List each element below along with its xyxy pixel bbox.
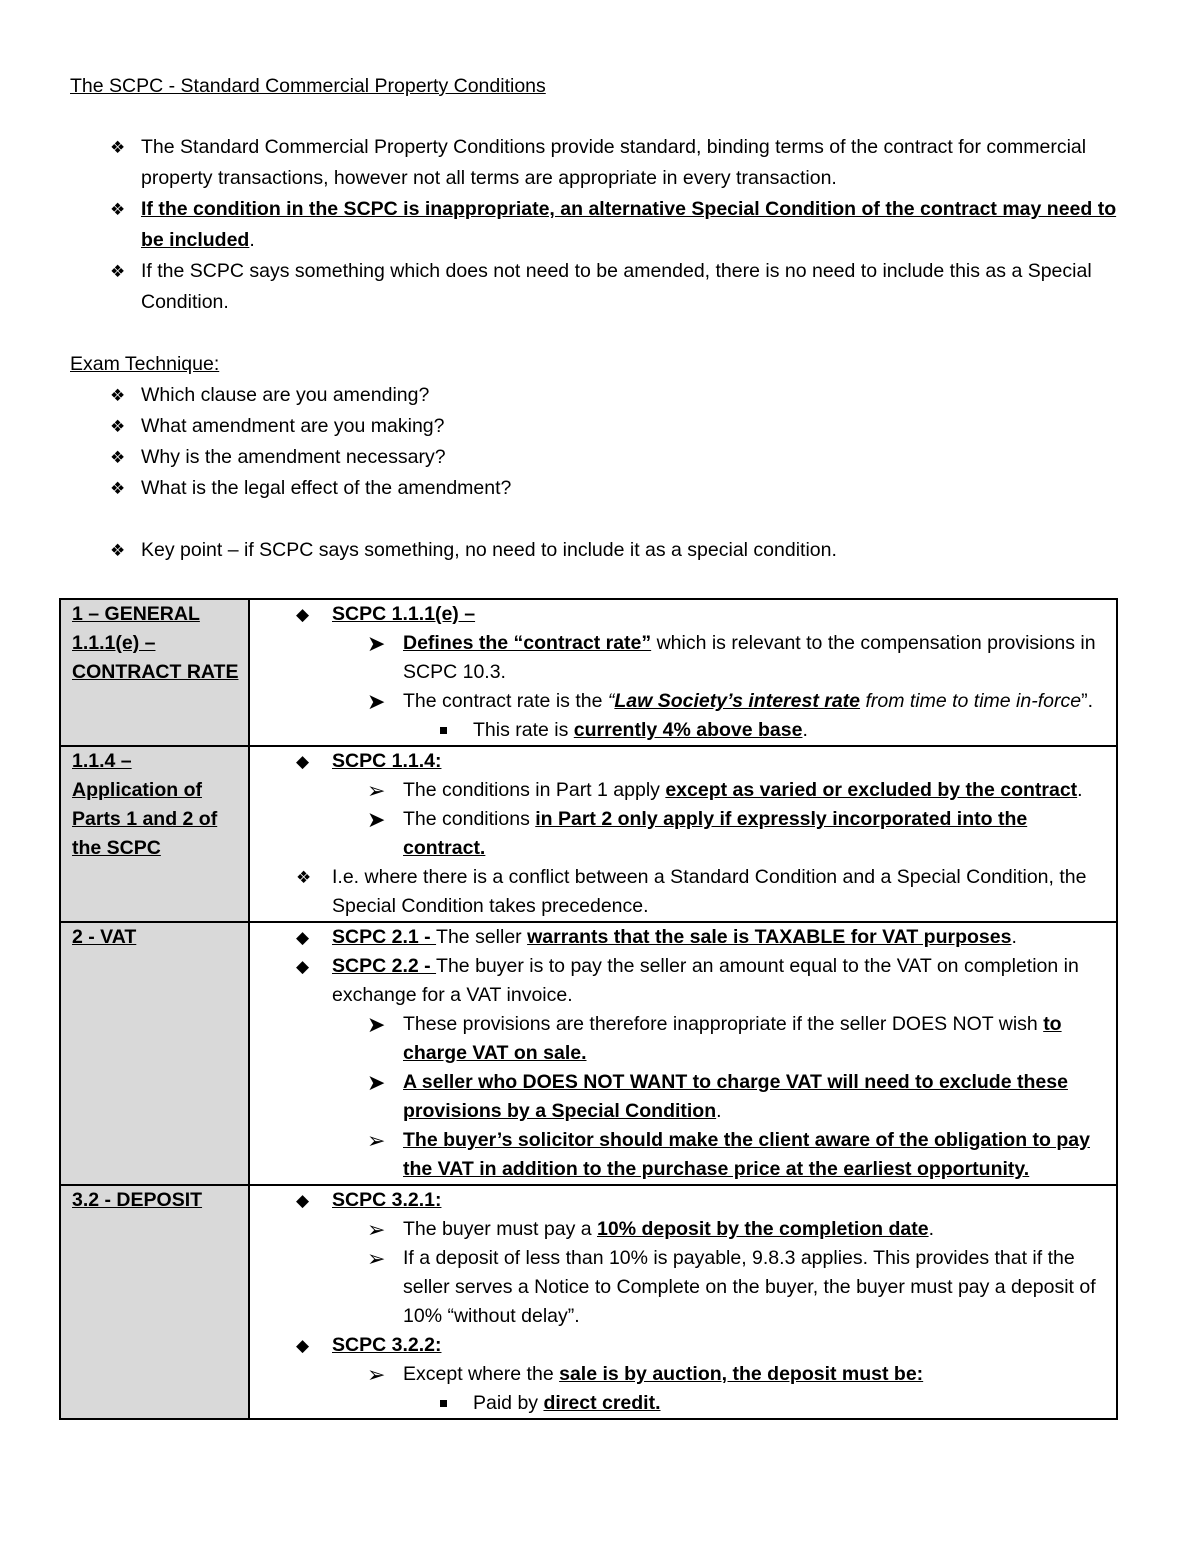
arrowhead-icon: ➤ bbox=[367, 631, 386, 656]
list-item: ➤ The conditions in Part 2 only apply if expressly incorporated into the contract. bbox=[367, 807, 1028, 859]
solid-diamond-icon: ◆ bbox=[296, 605, 310, 624]
list-item: ➢ The conditions in Part 1 apply except as varied or excluded by the contract. bbox=[367, 778, 1083, 803]
list-item: ➤ These provisions are therefore inappropriate if the seller DOES NOT wish to charge VAT on sale. bbox=[367, 1012, 1062, 1064]
list-item: ◆ SCPC 1.1.1(e) – bbox=[250, 600, 1104, 629]
list-item: Paid by direct credit. bbox=[250, 1389, 1104, 1418]
list-item: ➢ The buyer must pay a 10% deposit by the completion date. bbox=[367, 1217, 934, 1242]
outline-arrowhead-icon: ➢ bbox=[367, 778, 386, 803]
diamond-bullet-icon: ❖ bbox=[296, 868, 312, 887]
key-point: ❖ Key point – if SCPC says something, no need to include it as a special condition. bbox=[70, 535, 1130, 566]
solid-diamond-icon: ◆ bbox=[296, 957, 310, 976]
diamond-bullet-icon: ❖ bbox=[110, 386, 126, 405]
diamond-bullet-icon: ❖ bbox=[110, 200, 126, 219]
arrowhead-icon: ➤ bbox=[367, 1012, 386, 1037]
diamond-bullet-icon: ❖ bbox=[110, 138, 126, 157]
outline-arrowhead-icon: ➢ bbox=[367, 1362, 386, 1387]
outline-arrowhead-icon: ➢ bbox=[367, 1128, 386, 1153]
row-content bbox=[249, 746, 1117, 922]
diamond-bullet-icon: ❖ bbox=[110, 479, 126, 498]
diamond-bullet-icon: ❖ bbox=[110, 262, 126, 281]
outline-arrowhead-icon: ➢ bbox=[367, 1246, 386, 1271]
row-heading: 3.2 - DEPOSIT bbox=[60, 1185, 249, 1419]
list-item: ◆ SCPC 3.2.2: bbox=[250, 1331, 1104, 1360]
list-item: ➢ The buyer’s solicitor should make the client aware of the obligation to pay the VAT in addition to the purchase price at the earliest opportunity. bbox=[367, 1128, 1090, 1180]
list-item: ❖ I.e. where there is a conflict between a Standard Condition and a Special Condition, the Special Condition takes precedence. bbox=[250, 863, 1104, 921]
table-row bbox=[60, 746, 1117, 922]
row-heading: 1 – GENERAL 1.1.1(e) – CONTRACT RATE bbox=[60, 599, 249, 746]
table-row bbox=[60, 922, 1117, 1185]
row-content bbox=[249, 922, 1117, 1185]
intro-bullet: ❖ If the SCPC says something which does not need to be amended, there is no need to include this as a Special Condition. bbox=[70, 256, 1130, 318]
list-item: ◆ SCPC 2.2 - The buyer is to pay the seller an amount equal to the VAT on completion in exchange for a VAT invoice. bbox=[250, 952, 1104, 1010]
list-item: ➤ A seller who DOES NOT WANT to charge VAT will need to exclude these provisions by a Special Condition. bbox=[367, 1070, 1068, 1122]
intro-bullet: ❖ The Standard Commercial Property Conditions provide standard, binding terms of the contract for commercial property transactions, however not all terms are appropriate in every transaction. bbox=[70, 132, 1130, 194]
exam-technique-heading: Exam Technique: bbox=[70, 353, 220, 375]
exam-question: ❖ What amendment are you making? bbox=[70, 411, 1130, 442]
solid-diamond-icon: ◆ bbox=[296, 928, 310, 947]
list-item: ➤ Defines the “contract rate” which is relevant to the compensation provisions in SCPC 10.3. bbox=[367, 631, 1096, 683]
square-bullet-icon bbox=[440, 1400, 447, 1407]
page-title: The SCPC - Standard Commercial Property Conditions bbox=[70, 75, 546, 97]
row-heading: 1.1.4 – Application of Parts 1 and 2 of the SCPC bbox=[60, 746, 249, 922]
outline-arrowhead-icon: ➢ bbox=[367, 1217, 386, 1242]
list-item: ◆ SCPC 2.1 - The seller warrants that the sale is TAXABLE for VAT purposes. bbox=[250, 923, 1104, 952]
list-item: This rate is currently 4% above base. bbox=[250, 716, 1104, 745]
solid-diamond-icon: ◆ bbox=[296, 1336, 310, 1355]
row-content bbox=[249, 1185, 1117, 1419]
row-heading: 2 - VAT bbox=[60, 922, 249, 1185]
solid-diamond-icon: ◆ bbox=[296, 1191, 310, 1210]
arrowhead-icon: ➤ bbox=[367, 807, 386, 832]
arrowhead-icon: ➤ bbox=[367, 689, 386, 714]
intro-bullet: ❖ If the condition in the SCPC is inappropriate, an alternative Special Condition of the contract may need to be included. bbox=[70, 194, 1130, 256]
list-item: ➢ If a deposit of less than 10% is payable, 9.8.3 applies. This provides that if the seller serves a Notice to Complete on the buyer, the buyer must pay a deposit of 10% “without delay”. bbox=[367, 1246, 1096, 1327]
row-content bbox=[249, 599, 1117, 746]
diamond-bullet-icon: ❖ bbox=[110, 541, 126, 560]
table-row bbox=[60, 1185, 1117, 1419]
list-item: ➤ The contract rate is the “Law Society’s interest rate from time to time in-force”. bbox=[367, 689, 1094, 714]
square-bullet-icon bbox=[440, 727, 447, 734]
list-item: ◆ SCPC 3.2.1: bbox=[250, 1186, 1104, 1215]
solid-diamond-icon: ◆ bbox=[296, 752, 310, 771]
exam-question: ❖ Why is the amendment necessary? bbox=[70, 442, 1130, 473]
conditions-table bbox=[59, 598, 1118, 1420]
table-row bbox=[60, 599, 1117, 746]
list-item: ◆ SCPC 1.1.4: bbox=[250, 747, 1104, 776]
arrowhead-icon: ➤ bbox=[367, 1070, 386, 1095]
intro-section bbox=[70, 132, 1130, 566]
list-item: ➢ Except where the sale is by auction, the deposit must be: bbox=[367, 1362, 924, 1387]
diamond-bullet-icon: ❖ bbox=[110, 417, 126, 436]
exam-question: ❖ What is the legal effect of the amendment? bbox=[70, 473, 1130, 504]
exam-question: ❖ Which clause are you amending? bbox=[70, 380, 1130, 411]
diamond-bullet-icon: ❖ bbox=[110, 448, 126, 467]
